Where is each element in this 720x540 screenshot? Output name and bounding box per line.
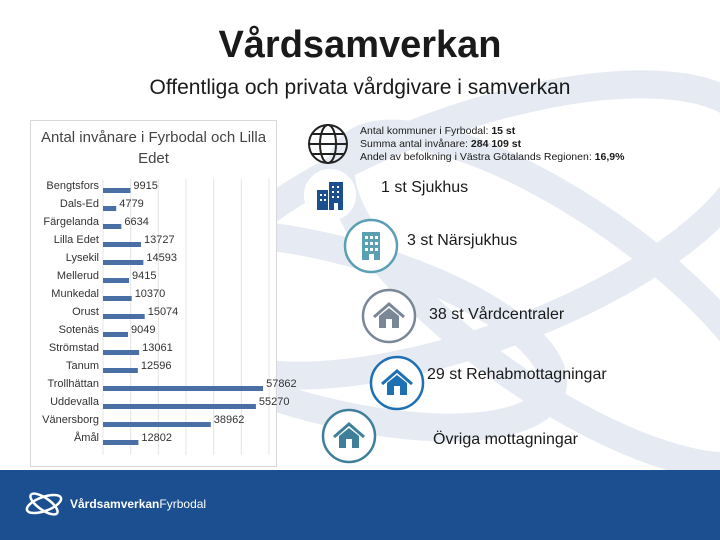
facility-ovriga bbox=[321, 408, 578, 462]
value-label: 15074 bbox=[147, 306, 179, 318]
value-label: 10370 bbox=[134, 288, 166, 300]
category-label: Mellerud bbox=[56, 270, 99, 282]
category-label: Färgelanda bbox=[43, 216, 99, 228]
value-label: 55270 bbox=[258, 396, 290, 408]
value-label: 9415 bbox=[132, 270, 157, 282]
value-label: 13727 bbox=[143, 234, 175, 246]
facility-vardcentraler bbox=[361, 288, 564, 342]
category-label: Sotenäs bbox=[58, 324, 99, 336]
house-icon bbox=[321, 408, 375, 462]
bar-chart-svg bbox=[31, 121, 297, 466]
value-label: 6634 bbox=[124, 216, 149, 228]
facility-label: 1 st Sjukhus bbox=[381, 179, 469, 196]
stat-kommuner: Antal kommuner i Fyrbodal: 15 st bbox=[360, 125, 516, 137]
logo-text: VårdsamverkanFyrbodal bbox=[70, 497, 207, 511]
value-label: 13061 bbox=[142, 342, 173, 354]
logo bbox=[22, 488, 206, 520]
category-label: Uddevalla bbox=[50, 396, 99, 408]
value-label: 4779 bbox=[119, 198, 144, 210]
globe-icon bbox=[306, 122, 350, 166]
category-label: Vänersborg bbox=[42, 414, 99, 426]
bar bbox=[103, 278, 129, 283]
bar bbox=[103, 260, 143, 265]
facility-label: 3 st Närsjukhus bbox=[407, 232, 518, 249]
category-label: Strömstad bbox=[48, 342, 99, 354]
bar bbox=[103, 440, 138, 445]
page-title: Vårdsamverkan bbox=[218, 24, 502, 66]
facility-narsjukhus bbox=[343, 218, 517, 272]
footer-bar bbox=[0, 470, 720, 540]
house-icon bbox=[369, 355, 423, 409]
value-label: 9049 bbox=[131, 324, 156, 336]
bar bbox=[103, 242, 141, 247]
population-chart bbox=[30, 120, 297, 467]
page-subtitle: Offentliga och privata vårdgivare i samverkan bbox=[149, 76, 571, 99]
category-label: Munkedal bbox=[51, 288, 99, 300]
category-label: Dals-Ed bbox=[59, 198, 99, 210]
facility-label: 29 st Rehabmottagningar bbox=[427, 366, 607, 383]
bar bbox=[103, 206, 116, 211]
bar bbox=[103, 296, 132, 301]
stat-andel: Andel av befolkning i Västra Götalands Regionen: 16,9% bbox=[360, 151, 625, 163]
category-label: Lilla Edet bbox=[53, 234, 99, 246]
category-label: Åmål bbox=[73, 432, 99, 444]
value-label: 9915 bbox=[133, 180, 158, 192]
category-label: Bengtsfors bbox=[46, 180, 99, 192]
bar bbox=[103, 422, 211, 427]
value-label: 12596 bbox=[140, 360, 172, 372]
value-label: 14593 bbox=[146, 252, 177, 264]
category-label: Lysekil bbox=[65, 252, 99, 264]
bar bbox=[103, 404, 256, 409]
category-label: Tanum bbox=[65, 360, 99, 372]
hospital-icon bbox=[303, 168, 357, 222]
building-icon bbox=[343, 218, 397, 272]
chart-title: Antal invånare i Fyrbodal och Lilla Edet bbox=[40, 129, 267, 167]
facility-label: Övriga mottagningar bbox=[433, 431, 578, 448]
bar bbox=[103, 332, 128, 337]
bar bbox=[103, 188, 130, 193]
facility-rehab bbox=[369, 355, 607, 409]
bar bbox=[103, 368, 138, 373]
facility-sjukhus bbox=[303, 168, 468, 222]
bar bbox=[103, 314, 145, 319]
category-label: Trollhättan bbox=[47, 378, 99, 390]
value-label: 57862 bbox=[266, 378, 297, 390]
category-label: Orust bbox=[72, 306, 99, 318]
bar bbox=[103, 386, 263, 391]
logo-swirl-icon bbox=[22, 488, 66, 520]
stats-block bbox=[360, 125, 624, 164]
house-icon bbox=[361, 288, 415, 342]
bar bbox=[103, 224, 121, 229]
facility-label: 38 st Vårdcentraler bbox=[429, 306, 565, 323]
bar bbox=[103, 350, 139, 355]
value-label: 38962 bbox=[213, 414, 245, 426]
stat-invanare: Summa antal invånare: 284 109 st bbox=[360, 138, 522, 150]
value-label: 12802 bbox=[141, 432, 173, 444]
